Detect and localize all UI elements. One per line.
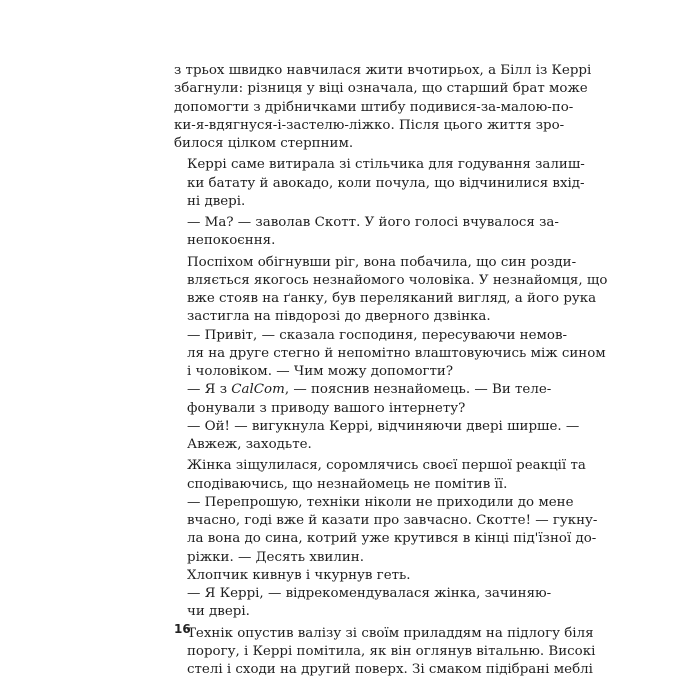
text-line: Жінка зіщулилася, соромлячись своєї першої реакції та xyxy=(187,458,586,474)
text-line: ріжки. — Десять хвилин. xyxy=(187,549,364,565)
text-fragment: , — пояснив незнайомець. — Ви теле- xyxy=(284,382,552,398)
text-line: — Ой! — вигукнула Керрі, відчиняючи двері ширше. — xyxy=(187,418,580,434)
text-line: чи двері. xyxy=(187,604,250,620)
paragraph-9 xyxy=(174,494,598,567)
text-line: Хлопчик кивнув і чкурнув геть. xyxy=(187,567,411,583)
paragraph-4 xyxy=(174,254,608,327)
text-line: з трьох швидко навчилася жити вчотирьох, а Білл із Керрі xyxy=(174,63,592,78)
paragraph-8 xyxy=(174,457,586,494)
paragraph-7 xyxy=(174,418,580,455)
text-line: застигла на півдорозі до дверного дзвінка. xyxy=(187,309,491,325)
text-line: ки батату й авокадо, коли почула, що відчинилися вхід- xyxy=(187,175,585,191)
text-line: ки-я-вдягнуся-і-застелю-ліжко. Після цього життя зро- xyxy=(174,117,565,133)
text-line: і чоловіком. — Чим можу допомогти? xyxy=(187,364,454,379)
text-line: ла вона до сина, котрий уже крутився в кінці під'їзної до- xyxy=(187,531,597,547)
text-line: — Перепрошую, техніки ніколи не приходили до мене xyxy=(187,494,574,510)
paragraph-12 xyxy=(174,625,596,680)
text-line: збагнули: різниця у віці означала, що старший брат може xyxy=(174,81,588,97)
page-number: 16 xyxy=(174,622,191,636)
text-line xyxy=(174,381,552,399)
text-line: вже стояв на ґанку, був переляканий вигляд, а його рука xyxy=(187,291,597,306)
text-line: ні двері. xyxy=(187,193,246,209)
text-line: Поспіхом обігнувши ріг, вона побачила, що син розди- xyxy=(187,254,577,270)
paragraph-2 xyxy=(174,156,585,211)
text-line: билося цілком стерпним. xyxy=(174,136,354,151)
text-line: порогу, і Керрі помітила, як він оглянув вітальню. Високі xyxy=(187,643,596,659)
text-line: — Ма? — заволав Скотт. У його голосі вчувалося за- xyxy=(187,215,559,230)
text-line: Керрі саме витирала зі стільчика для годування залиш- xyxy=(187,157,585,173)
paragraph-3 xyxy=(174,214,559,251)
body-text xyxy=(174,62,608,679)
text-line: вчасно, годі вже й казати про завчасно. Скотте! — гукну- xyxy=(187,513,598,528)
paragraph-6 xyxy=(174,381,552,418)
text-line: Авжеж, заходьте. xyxy=(187,437,312,452)
text-line: стелі і сходи на другий поверх. Зі смаком підібрані меблі xyxy=(187,662,593,677)
text-line: непокоєння. xyxy=(187,233,276,249)
text-line: — Я Керрі, — відрекомендувалася жінка, зачиняю- xyxy=(187,586,552,601)
text-line: — Привіт, — сказала господиня, пересуваючи немов- xyxy=(187,327,568,343)
text-line: Технік опустив валізу зі своїм приладдям на підлогу біля xyxy=(187,625,594,641)
text-line: допомогти з дрібничками штибу подивися-за-малою-по- xyxy=(174,99,574,115)
company-name: CalCom xyxy=(231,382,285,398)
text-line: фонували з приводу вашого інтернету? xyxy=(187,400,466,416)
text-line: сподіваючись, що незнайомець не помітив її. xyxy=(187,476,508,492)
text-line: ля на друге стегно й непомітно влаштовуючись між сином xyxy=(187,345,606,361)
text-fragment: — Я з xyxy=(187,382,232,398)
paragraph-5 xyxy=(174,327,606,382)
paragraph-10 xyxy=(174,567,539,585)
text-line: вляється якогось незнайомого чоловіка. У незнайомця, що xyxy=(187,272,608,288)
paragraph-1 xyxy=(174,62,592,153)
paragraph-11 xyxy=(174,585,552,622)
